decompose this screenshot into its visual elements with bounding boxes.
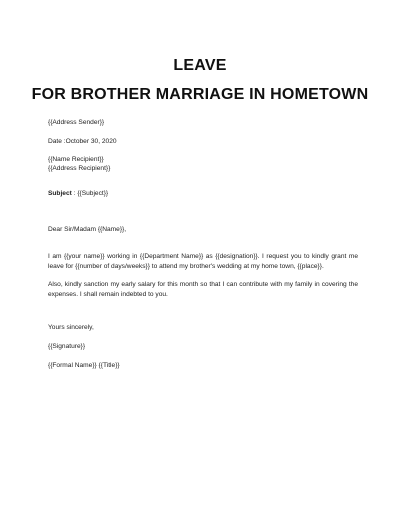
recipient-address: {{Address Recipient}} bbox=[48, 165, 111, 172]
subject-label: Subject bbox=[48, 190, 72, 197]
salutation: Dear Sir/Madam {{Name}}, bbox=[48, 226, 127, 233]
body-paragraph-1: I am {{your name}} working in {{Department Name}} as {{designation}}. I request you to kindly grant me leave for {{number of days/weeks}} to attend my brother's wedding at my home town, {{place}}. bbox=[48, 253, 358, 270]
closing: Yours sincerely, bbox=[48, 324, 94, 331]
subject-value: : {{Subject}} bbox=[71, 190, 109, 197]
document-title-line-2: FOR BROTHER MARRIAGE IN HOMETOWN bbox=[31, 86, 369, 103]
letter-date: Date :October 30, 2020 bbox=[48, 138, 117, 145]
signature-placeholder: {{Signature}} bbox=[48, 343, 86, 350]
body-paragraph-2: Also, kindly sanction my early salary for this month so that I can contribute with my family in covering the expenses. I shall remain indebted to you. bbox=[48, 281, 358, 298]
subject-line bbox=[48, 189, 358, 199]
recipient-name: {{Name Recipient}} bbox=[48, 156, 104, 163]
document-title-line-1: LEAVE bbox=[173, 57, 227, 74]
sender-address: {{Address Sender}} bbox=[48, 119, 105, 126]
formal-name-title: {{Formal Name}} {{Title}} bbox=[48, 362, 120, 369]
